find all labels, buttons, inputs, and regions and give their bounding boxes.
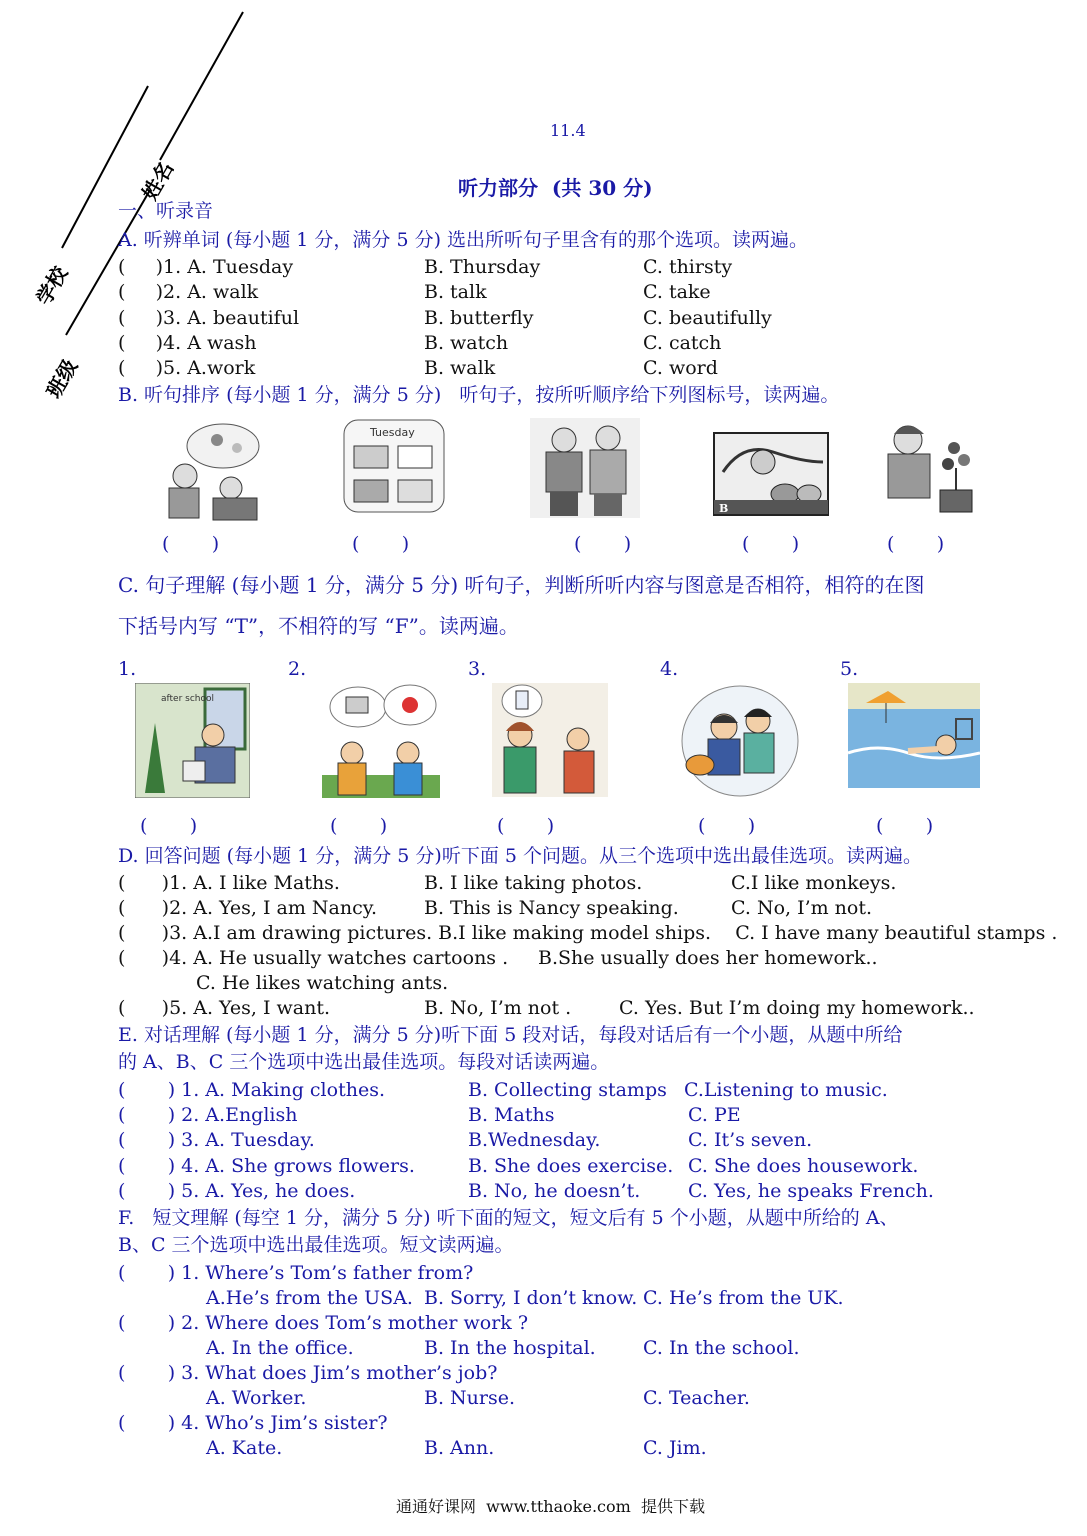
a2-c: C. take [643,281,711,303]
e5-b: B. No, he doesn’t. [468,1180,641,1202]
c-answer-4[interactable]: ( ) [698,815,756,837]
section-c-heading-2: 下括号内写 “T”，不相符的写 “F”。读两遍。 [118,614,519,638]
section-a-heading: A. 听辨单词 (每小题 1 分，满分 5 分) 选出所听句子里含有的那个选项。读两遍。 [118,229,809,251]
d2-a: ( )2. A. Yes, I am Nancy. [118,897,378,919]
b-answer-3[interactable]: ( ) [574,533,632,555]
school-label: 学校 [31,262,73,309]
page-title: 听力部分 (共 30 分) [458,176,653,200]
e4-b: B. She does exercise. [468,1155,674,1177]
section-d-heading: D. 回答问题 (每小题 1 分，满分 5 分)听下面 5 个问题。从三个选项中选出最佳选项。读两遍。 [118,845,923,867]
f2-question: ( ) 2. Where does Tom’s mother work ? [118,1312,529,1334]
b-answer-1[interactable]: ( ) [162,533,220,555]
c-picture-2 [322,683,440,798]
c-picture-5 [848,683,980,788]
after-school-label: after school [161,694,215,704]
a2-num: ( )2. A. walk [118,281,259,303]
b-answer-4[interactable]: ( ) [742,533,800,555]
d1-c: C.I like monkeys. [731,872,897,894]
a4-num: ( )4. A wash [118,332,257,354]
d4-a: ( )4. A. He usually watches cartoons . [118,947,509,969]
e2-b: B. Maths [468,1104,555,1126]
f4-a: A. Kate. [206,1437,283,1459]
f3-b: B. Nurse. [424,1387,516,1409]
a2-b: B. talk [424,281,487,303]
b-picture-5 [868,418,980,516]
e2-c: C. PE [688,1104,741,1126]
c-picture-4 [680,683,800,798]
d4-b: B.She usually does her homework.. [538,947,878,969]
c-number-1: 1. [118,658,137,680]
f3-c: C. Teacher. [643,1387,750,1409]
c-picture-1 [135,683,250,798]
b-picture-1 [155,418,275,522]
f3-a: A. Worker. [206,1387,307,1409]
b-label: B [719,502,729,515]
f1-c: C. He’s from the UK. [643,1287,844,1309]
tuesday-label: Tuesday [370,426,415,439]
c-number-4: 4. [660,658,679,680]
e4-c: C. She does housework. [688,1155,919,1177]
d2-b: B. This is Nancy speaking. [424,897,679,919]
e4-a: ( ) 4. A. She grows flowers. [118,1155,415,1177]
e3-b: B.Wednesday. [468,1129,601,1151]
a5-num: ( )5. A.work [118,357,256,379]
b-answer-2[interactable]: ( ) [352,533,410,555]
e2-a: ( ) 2. A.English [118,1104,298,1126]
b-picture-2 [342,418,446,514]
f2-a: A. In the office. [206,1337,354,1359]
c-answer-2[interactable]: ( ) [330,815,388,837]
b-picture-4 [713,432,829,516]
e5-a: ( ) 5. A. Yes, he does. [118,1180,356,1202]
class-label: 班级 [41,355,83,402]
part1-title: 一、听录音 [118,200,214,222]
section-b-heading: B. 听句排序 (每小题 1 分，满分 5 分) 听句子，按所听顺序给下列图标号，读两遍。 [118,384,840,406]
a1-c: C. thirsty [643,256,733,278]
a1-num: ( )1. A. Tuesday [118,256,294,278]
f1-b: B. Sorry, I don’t know. [424,1287,638,1309]
f4-b: B. Ann. [424,1437,495,1459]
a3-num: ( )3. A. beautiful [118,307,300,329]
f4-c: C. Jim. [643,1437,707,1459]
section-f-heading-1: F. 短文理解 (每空 1 分，满分 5 分) 听下面的短文，短文后有 5 个小题，从题中所给的 A、 [118,1207,899,1229]
section-f-heading-2: B、C 三个选项中选出最佳选项。短文读两遍。 [118,1234,514,1256]
e1-a: ( ) 1. A. Making clothes. [118,1079,385,1101]
e1-c: C.Listening to music. [684,1079,888,1101]
c-answer-5[interactable]: ( ) [876,815,934,837]
f4-question: ( ) 4. Who’s Jim’s sister? [118,1412,388,1434]
b-picture-3 [530,418,640,518]
c-answer-1[interactable]: ( ) [140,815,198,837]
d4-c: C. He likes watching ants. [196,972,449,994]
a5-b: B. walk [424,357,496,379]
a4-b: B. watch [424,332,509,354]
d3: ( )3. A.I am drawing pictures. B.I like making model ships. C. I have many beautiful stamps . [118,922,1058,944]
f2-c: C. In the school. [643,1337,800,1359]
e3-a: ( ) 3. A. Tuesday. [118,1129,315,1151]
c-number-2: 2. [288,658,307,680]
c-number-5: 5. [840,658,859,680]
d5-b: B. No, I’m not . [424,997,572,1019]
c-picture-3 [492,683,608,797]
d5-a: ( )5. A. Yes, I want. [118,997,331,1019]
d1-a: ( )1. A. I like Maths. [118,872,340,894]
e1-b: B. Collecting stamps [468,1079,667,1101]
c-answer-3[interactable]: ( ) [497,815,555,837]
e5-c: C. Yes, he speaks French. [688,1180,934,1202]
name-label: 姓名 [137,157,179,204]
a3-b: B. butterfly [424,307,534,329]
footer: 通通好课网 www.tthaoke.com 提供下载 [396,1497,705,1516]
a3-c: C. beautifully [643,307,772,329]
f3-question: ( ) 3. What does Jim’s mother’s job? [118,1362,498,1384]
f2-b: B. In the hospital. [424,1337,596,1359]
a5-c: C. word [643,357,718,379]
e3-c: C. It’s seven. [688,1129,813,1151]
page-number: 11.4 [550,121,586,140]
d2-c: C. No, I’m not. [731,897,873,919]
f1-a: A.He’s from the USA. [206,1287,413,1309]
a1-b: B. Thursday [424,256,541,278]
section-e-heading-2: 的 A、B、C 三个选项中选出最佳选项。每段对话读两遍。 [118,1051,610,1073]
d1-b: B. I like taking photos. [424,872,643,894]
section-c-heading-1: C. 句子理解 (每小题 1 分，满分 5 分) 听句子，判断所听内容与图意是否相符，相符的在图 [118,573,925,597]
a4-c: C. catch [643,332,722,354]
d5-c: C. Yes. But I’m doing my homework.. [619,997,975,1019]
c-number-3: 3. [468,658,487,680]
section-e-heading-1: E. 对话理解 (每小题 1 分，满分 5 分)听下面 5 段对话，每段对话后有一个小题，从题中所给 [118,1024,903,1046]
b-answer-5[interactable]: ( ) [887,533,945,555]
f1-question: ( ) 1. Where’s Tom’s father from? [118,1262,474,1284]
